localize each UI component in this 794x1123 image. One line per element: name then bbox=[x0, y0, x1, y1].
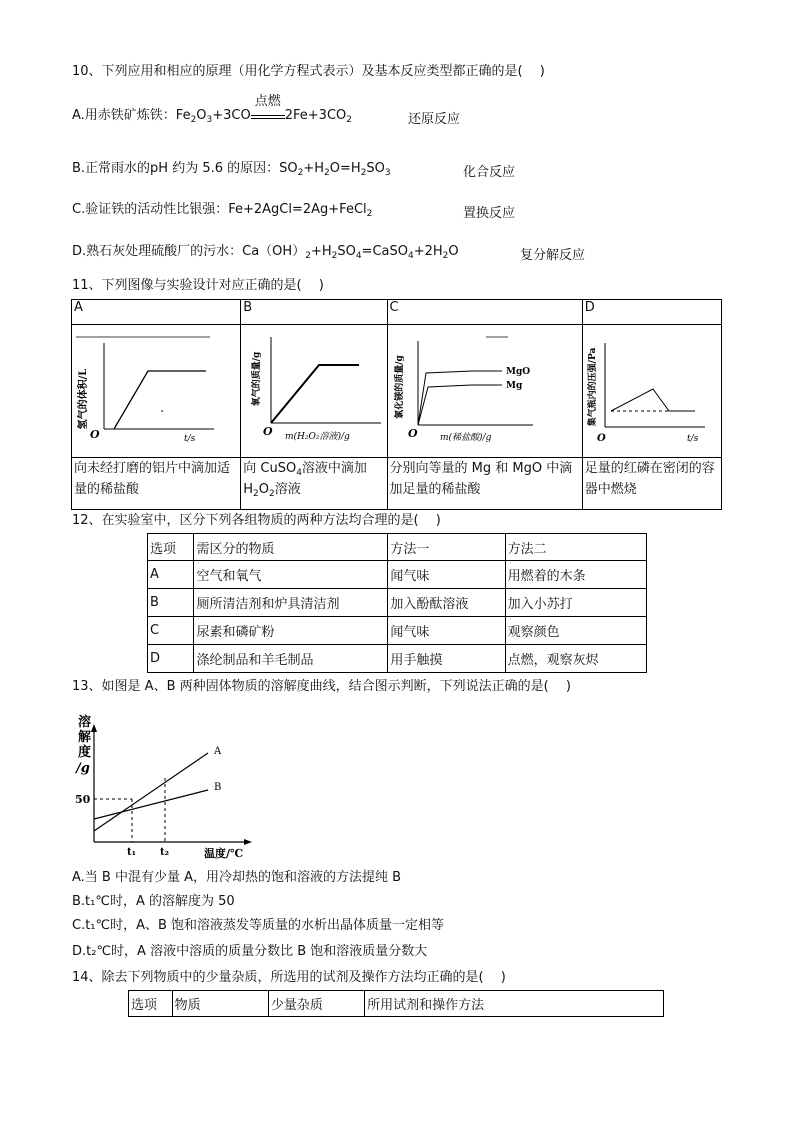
graph-ylabel-2: 解 bbox=[78, 730, 92, 745]
graph-ytick-50: 50 bbox=[75, 793, 91, 806]
graph-a bbox=[72, 325, 238, 453]
q11-graph-c-cell bbox=[387, 325, 582, 458]
cell: 空气和氧气 bbox=[194, 561, 388, 589]
q11-header-c: C bbox=[387, 300, 582, 325]
cell: 加入酚酞溶液 bbox=[388, 589, 505, 617]
q14-table bbox=[128, 990, 664, 1017]
q10-stem: 10、下列应用和相应的原理（用化学方程式表示）及基本反应类型都正确的是( ) bbox=[72, 64, 545, 79]
graph-c-xlabel: m(稀盐酸)/g bbox=[439, 433, 491, 443]
graph-ylabel-4: /g bbox=[76, 761, 90, 776]
graph-c bbox=[388, 325, 580, 453]
reaction-condition bbox=[251, 94, 285, 119]
q13-option-d: D.t₂℃时，A 溶液中溶质的质量分数比 B 饱和溶液质量分数大 bbox=[72, 944, 428, 959]
q10-b-type: 化合反应 bbox=[463, 165, 516, 180]
graph-ylabel-1: 溶 bbox=[78, 715, 92, 730]
graph-a-origin: O bbox=[90, 428, 100, 441]
q14-header-impurity: 少量杂质 bbox=[268, 991, 364, 1017]
q13-option-b: B.t₁℃时，A 的溶解度为 50 bbox=[72, 894, 235, 909]
table-row bbox=[148, 589, 647, 617]
cell: D bbox=[148, 645, 194, 673]
q13-option-c: C.t₁℃时，A、B 饱和溶液蒸发等质量的水析出晶体质量一定相等 bbox=[72, 918, 445, 933]
q10-a-type: 还原反应 bbox=[408, 112, 461, 127]
graph-d-xlabel: t/s bbox=[686, 434, 699, 444]
cell: 闻气味 bbox=[388, 561, 505, 589]
graph-t1: t₁ bbox=[127, 847, 136, 858]
cell: B bbox=[148, 589, 194, 617]
graph-ylabel-3: 度 bbox=[78, 745, 92, 760]
graph-b bbox=[241, 325, 384, 453]
graph-b-xlabel: m(H₂O₂溶液)/g bbox=[285, 432, 351, 442]
q11-table bbox=[71, 299, 722, 510]
q10-option-c: C.验证铁的活动性比银强：Fe+2AgCl=2Ag+FeCl$_2$ bbox=[72, 202, 373, 219]
q11-header-a: A bbox=[72, 300, 241, 325]
q11-header-b: B bbox=[241, 300, 387, 325]
cell: 涤纶制品和羊毛制品 bbox=[194, 645, 388, 673]
q13-option-a: A.当 B 中混有少量 A，用冷却热的饱和溶液的方法提纯 B bbox=[72, 870, 402, 885]
q12-stem: 12、在实验室中，区分下列各组物质的两种方法均合理的是( ) bbox=[72, 513, 441, 528]
cell: 尿素和磷矿粉 bbox=[194, 617, 388, 645]
q10-d-type: 复分解反应 bbox=[520, 248, 586, 263]
q11-stem: 11、下列图像与实验设计对应正确的是( ) bbox=[72, 278, 324, 293]
curve-a-label: A bbox=[214, 746, 222, 757]
cell: A bbox=[148, 561, 194, 589]
q10-c-type: 置换反应 bbox=[463, 206, 516, 221]
q11-graph-d-cell bbox=[582, 325, 721, 458]
graph-b-origin: O bbox=[263, 425, 273, 438]
q10-option-b: B.正常雨水的pH 约为 5.6 的原因：$SO_2+H_2O=H_2SO_3$ bbox=[72, 161, 391, 178]
q12-header-substance: 需区分的物质 bbox=[194, 534, 388, 561]
graph-c-ylabel: 氯化镁的质量/g bbox=[394, 355, 405, 419]
graph-xlabel: 温度/℃ bbox=[204, 847, 244, 860]
q11-graph-a-cell bbox=[72, 325, 241, 458]
q13-stem: 13、如图是 A、B 两种固体物质的溶解度曲线，结合图示判断，下列说法正确的是( ) bbox=[72, 679, 571, 694]
q11-header-d: D bbox=[582, 300, 721, 325]
cell: 加入小苏打 bbox=[505, 589, 646, 617]
cell: 用手触摸 bbox=[388, 645, 505, 673]
graph-c-origin: O bbox=[407, 427, 418, 440]
table-row bbox=[148, 561, 647, 589]
q11-graph-b-cell bbox=[241, 325, 387, 458]
q10-option-a: A.用赤铁矿炼铁：$Fe_2O_3+3CO$ 点燃 $2Fe+3CO_2$ bbox=[72, 94, 352, 125]
solubility-graph bbox=[72, 712, 262, 860]
graph-b-ylabel: 氧气的质量/g bbox=[252, 351, 263, 407]
graph-a-ylabel: 氢气的体积/L bbox=[78, 368, 89, 430]
table-row bbox=[148, 645, 647, 673]
q11-caption-a: 向未经打磨的铝片中滴加适量的稀盐酸 bbox=[72, 458, 241, 510]
q11-caption-c: 分别向等量的 Mg 和 MgO 中滴加足量的稀盐酸 bbox=[387, 458, 582, 510]
q11-caption-d: 足量的红磷在密闭的容器中燃烧 bbox=[582, 458, 721, 510]
cell: 点燃，观察灰烬 bbox=[505, 645, 646, 673]
graph-d-ylabel: 集气瓶内的压强/Pa bbox=[587, 347, 598, 427]
cell: 观察颜色 bbox=[505, 617, 646, 645]
graph-t2: t₂ bbox=[160, 847, 169, 858]
graph-d bbox=[583, 325, 719, 453]
q14-stem: 14、除去下列物质中的少量杂质，所选用的试剂及操作方法均正确的是( ) bbox=[72, 970, 506, 985]
cell: 用燃着的木条 bbox=[505, 561, 646, 589]
cell: 厕所清洁剂和炉具清洁剂 bbox=[194, 589, 388, 617]
graph-d-origin: O bbox=[596, 433, 606, 444]
q14-header-substance: 物质 bbox=[172, 991, 268, 1017]
graph-c-series-mg: Mg bbox=[505, 381, 522, 391]
q12-header-method2: 方法二 bbox=[505, 534, 646, 561]
q12-header-method1: 方法一 bbox=[388, 534, 505, 561]
graph-a-xlabel: t/s bbox=[184, 434, 196, 444]
q14-header-option: 选项 bbox=[129, 991, 173, 1017]
q12-table bbox=[147, 533, 647, 673]
cell: C bbox=[148, 617, 194, 645]
condition-label: 点燃 bbox=[254, 94, 281, 109]
cell: 闻气味 bbox=[388, 617, 505, 645]
graph-c-series-mgo: MgO bbox=[505, 367, 530, 377]
curve-b-label: B bbox=[214, 782, 222, 793]
table-row bbox=[148, 617, 647, 645]
q14-header-method: 所用试剂和操作方法 bbox=[365, 991, 664, 1017]
q12-header-option: 选项 bbox=[148, 534, 194, 561]
q10-option-d: D.熟石灰处理硫酸厂的污水：$Ca(OH)_2+H_2SO_4=CaSO_4+2H_2O$ bbox=[72, 244, 459, 261]
q11-caption-b: 向 CuSO$_4$溶液中滴加 $H_2O_2$溶液 bbox=[241, 458, 387, 510]
